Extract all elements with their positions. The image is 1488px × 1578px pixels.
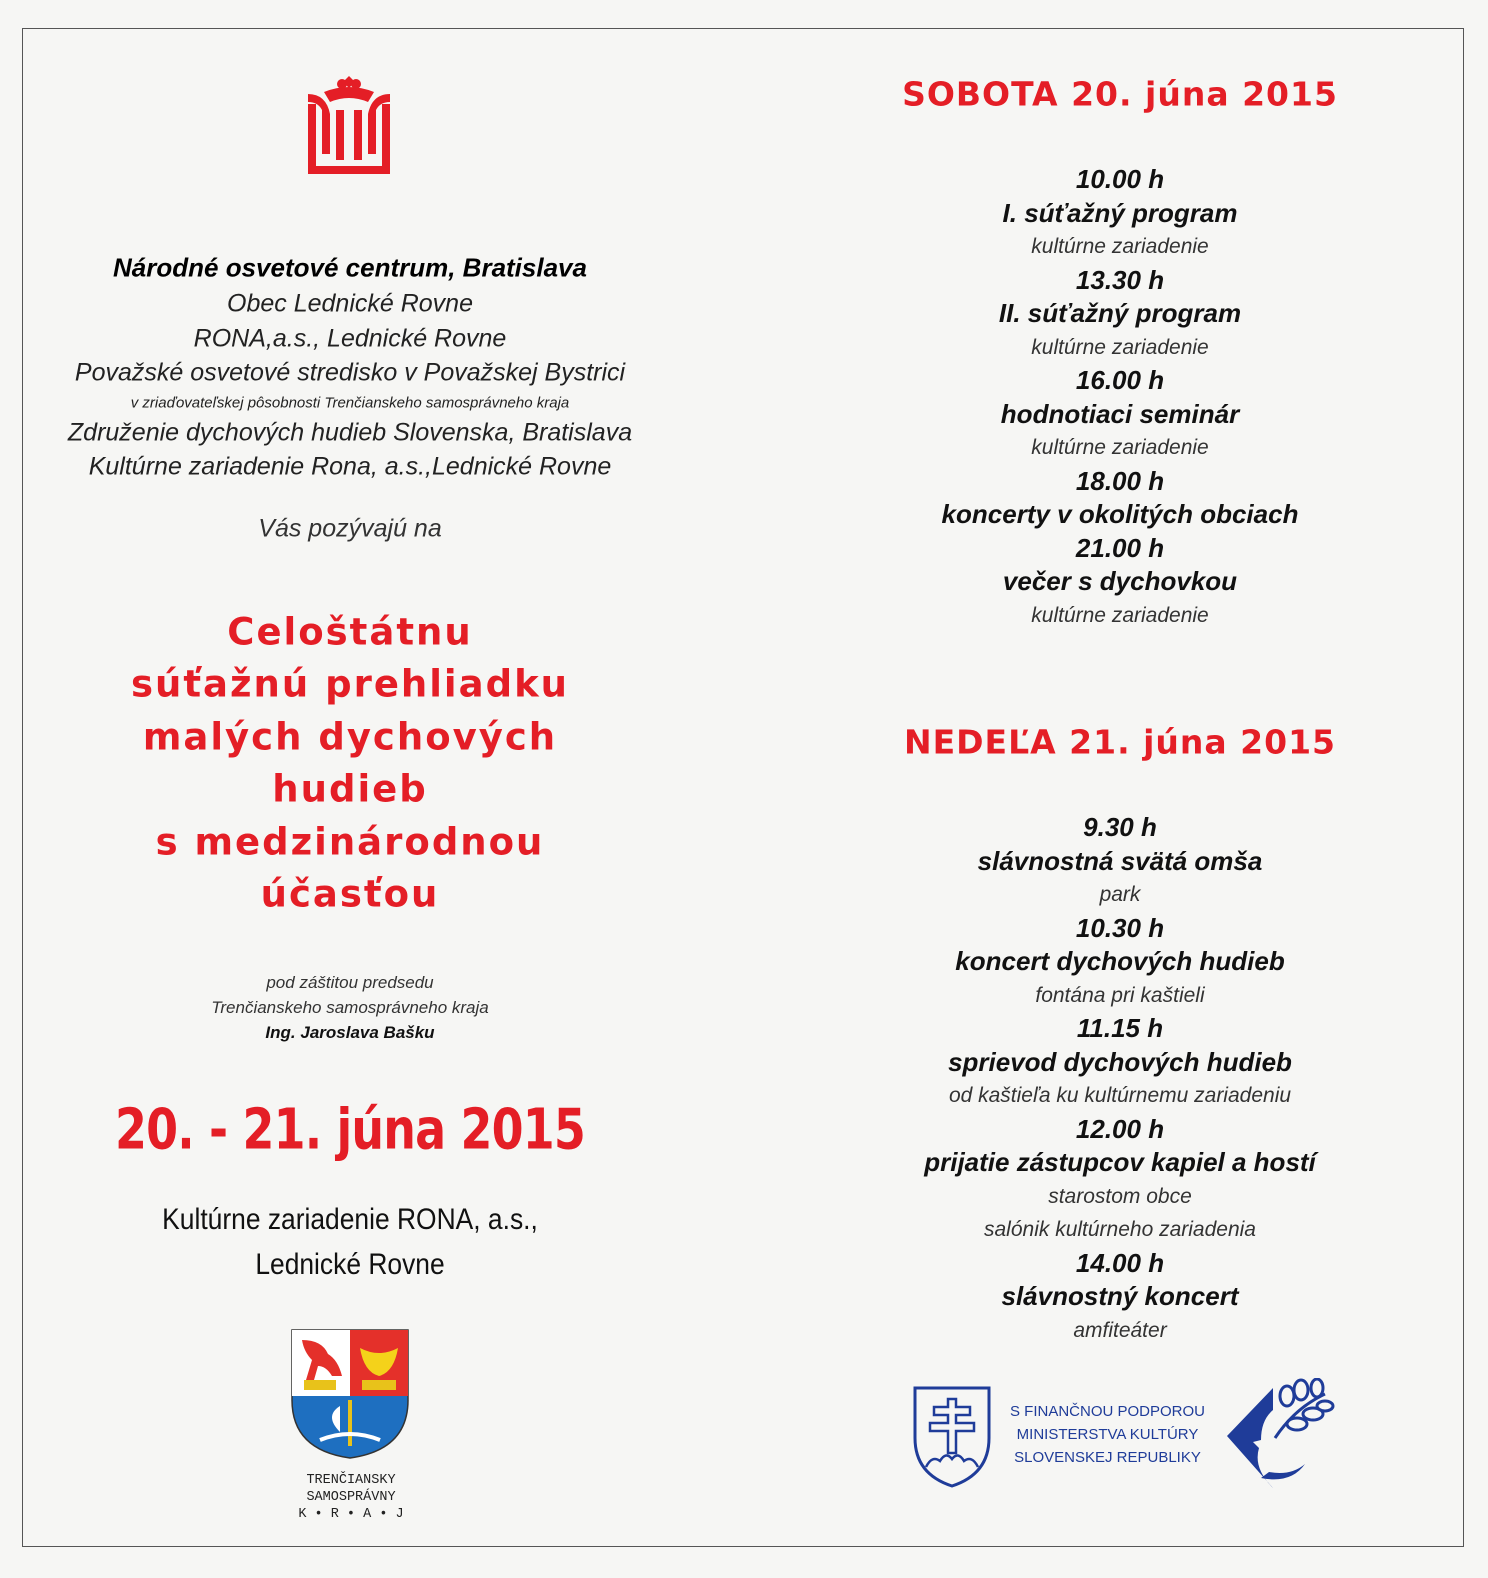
organizer-line: Kultúrne zariadenie Rona, a.s.,Lednické Rovne: [88, 452, 612, 481]
schedule-time: 11.15 h: [1076, 1013, 1164, 1043]
patronage-line: Trenčianskeho samosprávneho kraja: [211, 998, 489, 1017]
schedule-time: 16.00 h: [1075, 365, 1165, 395]
tsk-line: TRENČIANSKY: [306, 1473, 396, 1488]
schedule-event: slávnostný koncert: [1001, 1281, 1239, 1311]
schedule-time: 13.30 h: [1075, 264, 1165, 295]
title-line: s medzinárodnou: [155, 820, 545, 864]
tsk-coat-of-arms-icon: [290, 1328, 410, 1460]
organizer-line: Považské osvetové stredisko v Považskej Bystrici: [74, 358, 626, 387]
slovak-coat-of-arms-icon: [912, 1385, 992, 1489]
schedule-sunday: [924, 811, 1316, 1347]
title-line: hudieb: [272, 767, 428, 811]
schedule-time: 10.00 h: [1075, 164, 1165, 194]
schedule-time: 10.30 h: [1075, 912, 1165, 943]
organizer-line: Národné osvetové centrum, Bratislava: [113, 252, 587, 283]
schedule-place: kultúrne zariadenie: [1031, 235, 1209, 258]
schedule-time: 21.00 h: [1075, 532, 1165, 563]
event-date: 20. - 21. júna 2015: [114, 1097, 586, 1163]
schedule-event: slávnostná svätá omša: [977, 845, 1263, 876]
schedule-place: starostom obce: [1048, 1184, 1192, 1208]
schedule-place: od kaštieľa ku kultúrnemu zariadeniu: [948, 1084, 1292, 1107]
title-line: Celoštátnu: [227, 610, 473, 654]
venue-line: Lednické Rovne: [255, 1248, 445, 1281]
schedule-event: koncerty v okolitých obciach: [941, 499, 1299, 529]
schedule-event: večer s dychovkou: [1002, 566, 1238, 596]
patronage-line: pod záštitou predsedu: [266, 973, 434, 992]
noc-logo-icon: [304, 74, 394, 180]
schedule-event: koncert dychových hudieb: [955, 946, 1285, 976]
organizer-line: Obec Lednické Rovne: [227, 289, 473, 318]
schedule-saturday: [942, 163, 1299, 632]
schedule-time: 14.00 h: [1075, 1247, 1165, 1278]
patron-name: Ing. Jaroslava Bašku: [265, 1023, 435, 1042]
schedule-place: park: [1099, 883, 1141, 906]
title-line: súťažnú prehliadku: [130, 662, 570, 706]
day-heading-saturday: SOBOTA 20. júna 2015: [902, 74, 1338, 114]
venue-line: Kultúrne zariadenie RONA, a.s.,: [162, 1203, 538, 1236]
schedule-time: 12.00 h: [1075, 1113, 1165, 1144]
organizer-line: v zriaďovateľskej pôsobnosti Trenčianskeho samosprávneho kraja: [130, 394, 570, 412]
schedule-event: prijatie zástupcov kapiel a hostí: [924, 1147, 1316, 1177]
tsk-line: SAMOSPRÁVNY: [306, 1490, 396, 1505]
ministry-of-culture-logo-icon: [1225, 1378, 1335, 1490]
ministry-line: MINISTERSTVA KULTÚRY: [1016, 1426, 1199, 1443]
schedule-place: kultúrne zariadenie: [1031, 335, 1209, 359]
schedule-place: kultúrne zariadenie: [1031, 603, 1209, 627]
schedule-event: sprievod dychových hudieb: [948, 1046, 1292, 1077]
tsk-logo-text: [290, 1472, 412, 1523]
schedule-event: II. súťažný program: [998, 298, 1242, 328]
organizer-line: Združenie dychových hudieb Slovenska, Bratislava: [67, 418, 633, 447]
schedule-place: fontána pri kaštieli: [1035, 983, 1205, 1007]
schedule-time: 18.00 h: [1075, 465, 1165, 496]
schedule-place: amfiteáter: [1073, 1318, 1167, 1342]
day-heading-sunday: NEDEĽA 21. júna 2015: [903, 722, 1337, 762]
schedule-time: 9.30 h: [1083, 812, 1157, 842]
ministry-line: SLOVENSKEJ REPUBLIKY: [1014, 1449, 1201, 1466]
tsk-line: K • R • A • J: [298, 1507, 404, 1522]
schedule-event: hodnotiaci seminár: [1000, 398, 1240, 429]
schedule-place: kultúrne zariadenie: [1031, 436, 1209, 459]
schedule-place: salónik kultúrneho zariadenia: [983, 1218, 1256, 1241]
title-line: účasťou: [260, 872, 440, 916]
schedule-event: I. súťažný program: [1002, 197, 1238, 228]
invite-text: Vás pozývajú na: [258, 514, 442, 543]
ministry-support-text: [1010, 1400, 1205, 1469]
title-line: malých dychových: [142, 715, 558, 759]
ministry-line: S FINANČNOU PODPOROU: [1010, 1403, 1206, 1420]
organizer-line: RONA,a.s., Lednické Rovne: [193, 324, 507, 353]
